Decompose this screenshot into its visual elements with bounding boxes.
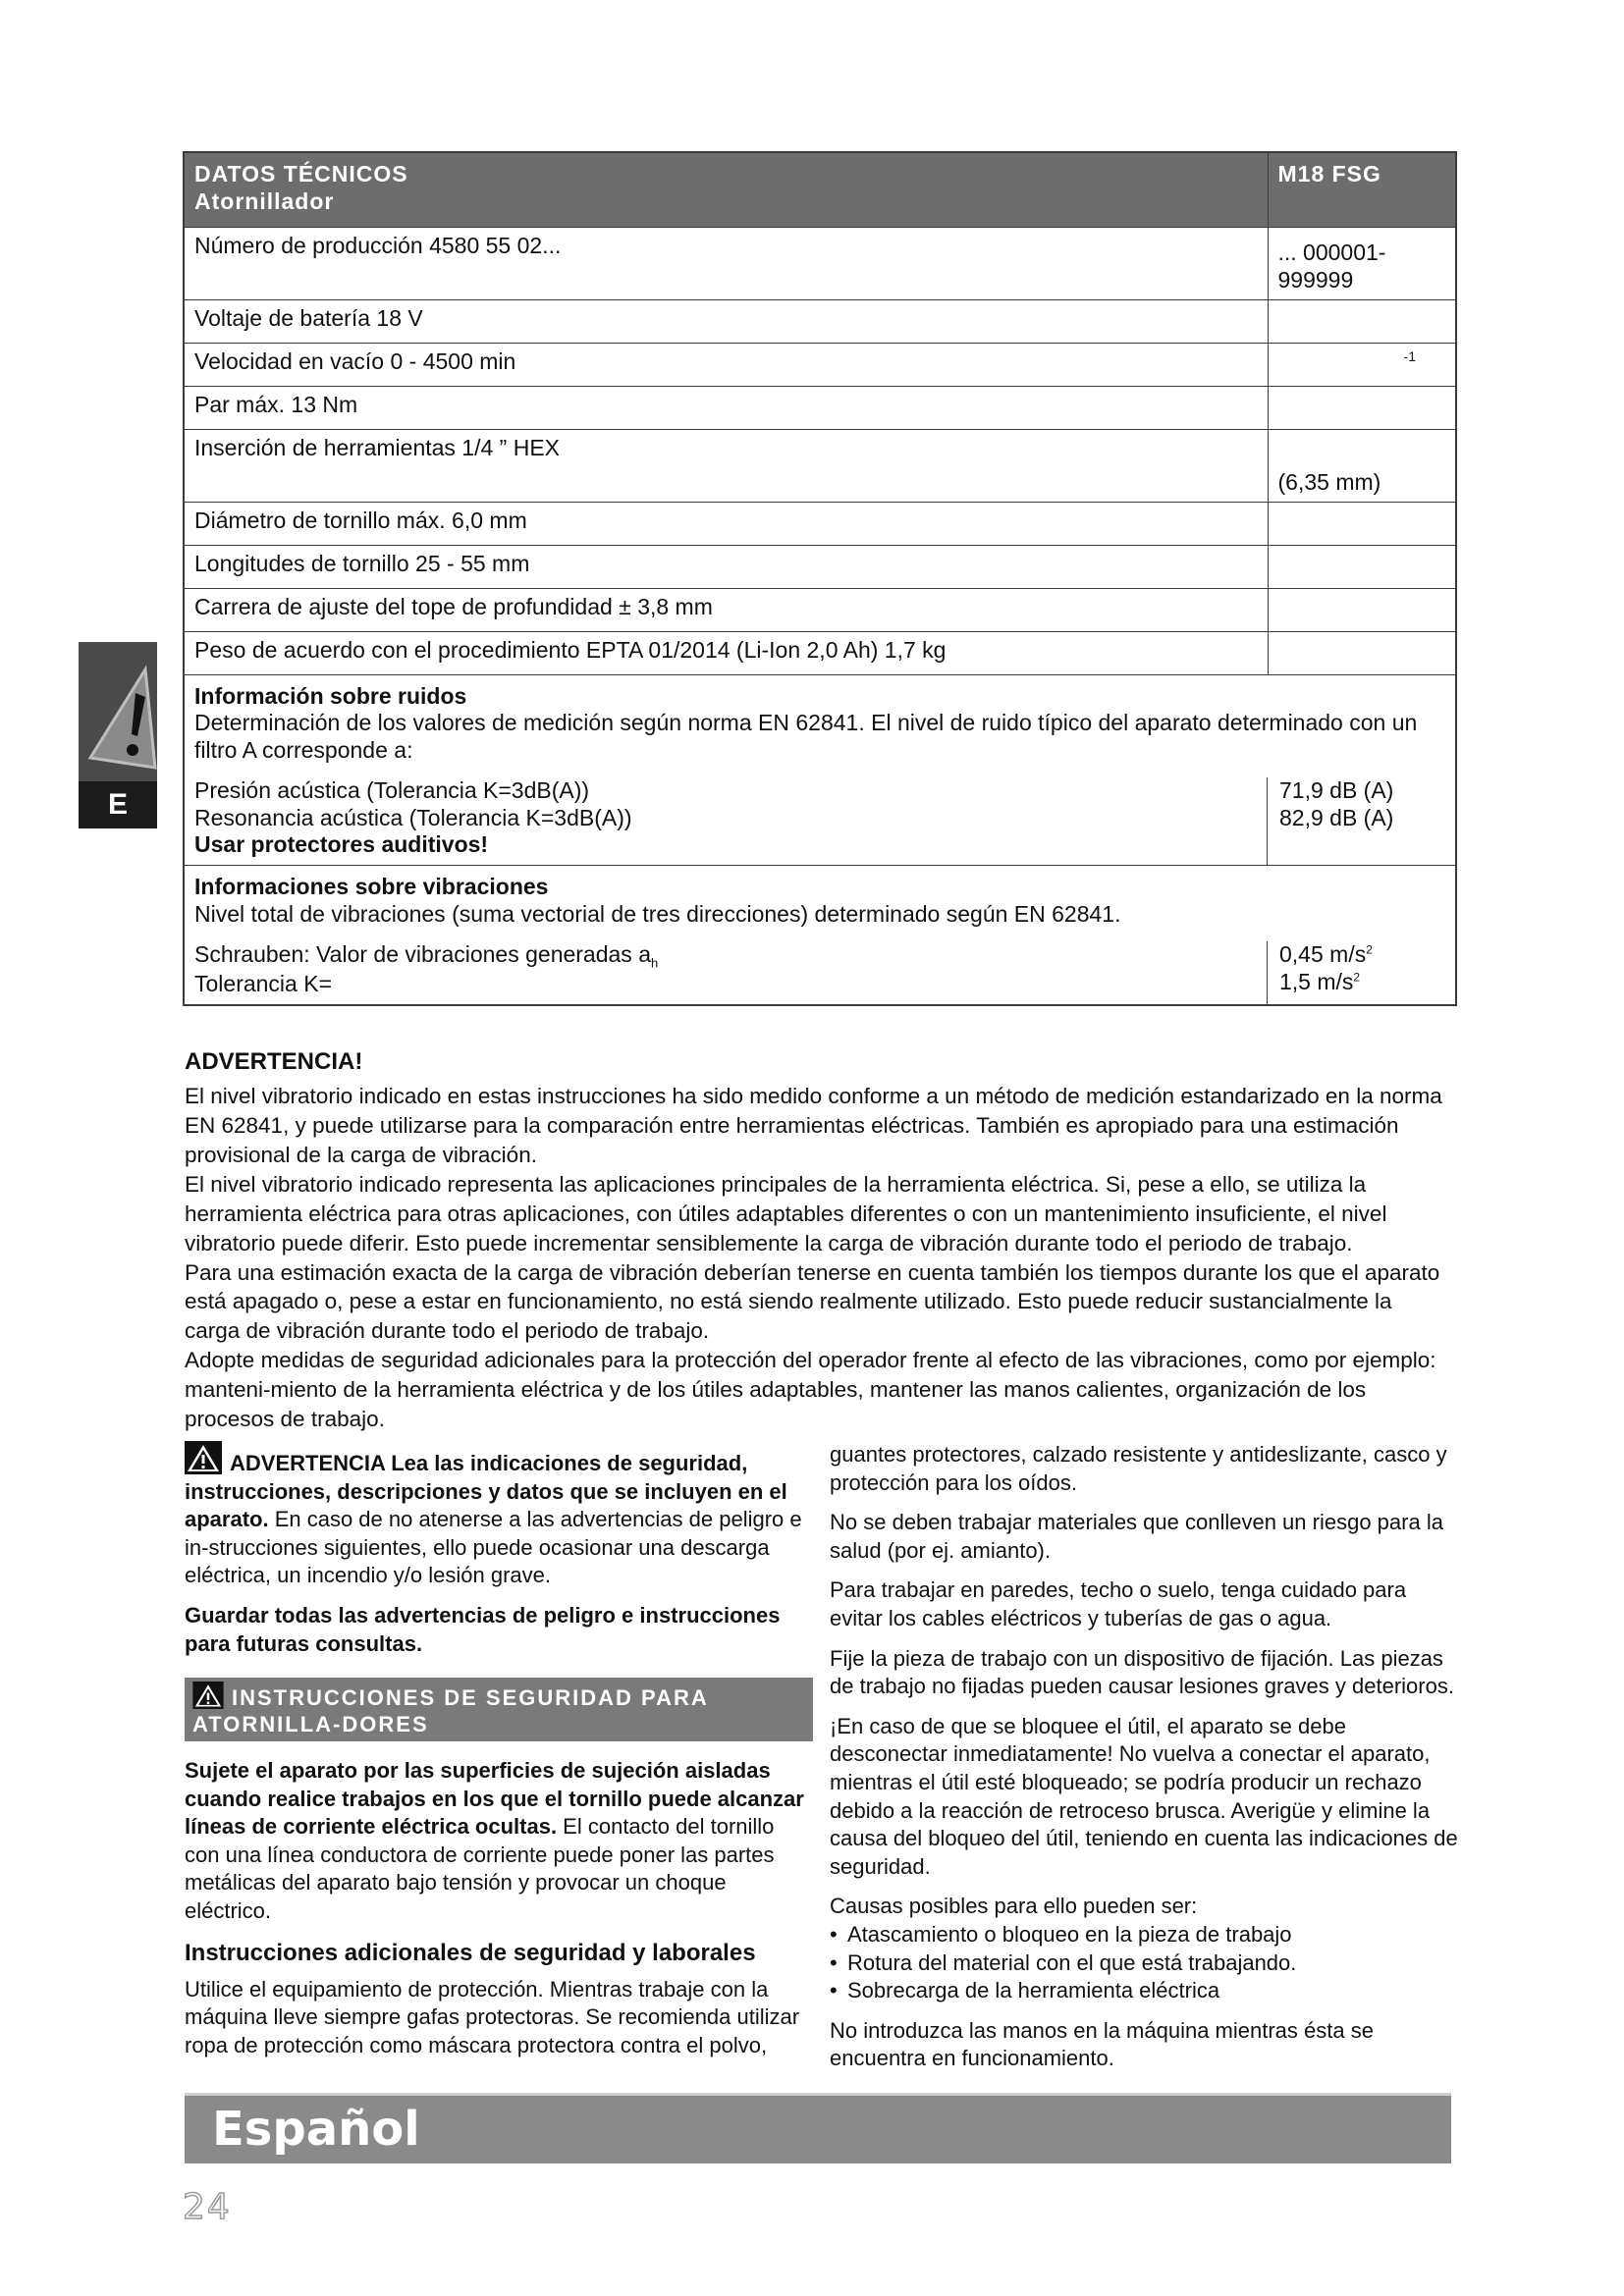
- table-row: [184, 502, 1456, 545]
- warning-icon: [185, 1441, 222, 1474]
- vibration-screw-label: Schrauben: Valor de vibraciones generadas $a_h$: [194, 941, 659, 971]
- row-label: Longitudes de tornillo 25 - 55 mm: [184, 545, 1268, 588]
- noise-title: Información sobre ruidos: [194, 682, 467, 709]
- row-label: Peso de acuerdo con el procedimiento EPTA 01/2014 (Li-Ion 2,0 Ah) 1,7 kg: [184, 631, 1268, 674]
- row-label: Diámetro de tornillo máx. 6,0 mm: [184, 502, 1268, 545]
- list-item: • Rotura del material con el que está trabajando.: [830, 1949, 1458, 1978]
- table-subtitle: Atornillador: [194, 187, 335, 214]
- row-label: Número de producción 4580 55 02...: [184, 227, 1268, 299]
- paragraph: guantes protectores, calzado resistente y antideslizante, casco y protección para los oídos.: [830, 1442, 1447, 1495]
- vibration-section-row: [184, 866, 1456, 1005]
- row-label: Par máx. 13 Nm: [184, 386, 1268, 429]
- paragraph: Para trabajar en paredes, techo o suelo, tenga cuidado para evitar los cables eléctricos y tuberías de gas o agua.: [830, 1577, 1407, 1630]
- language-letter: E: [79, 781, 157, 828]
- vibration-screw-value: 0,45 $m/s^2$: [1279, 941, 1373, 968]
- causes-list: [830, 1921, 1458, 2005]
- warning-paragraph: El nivel vibratorio indicado representa las aplicaciones principales de la herramienta eléctrica. Si, pese a ello, se utiliza la herramienta eléctrica para otras aplicaciones, con útiles adaptables diferentes o con un mantenimiento insuficiente, el nivel vibratorio puede diferir. Esto puede incrementar sensiblemente la carga de vibración durante todo el periodo de trabajo.: [185, 1171, 1387, 1255]
- list-item: • Sobrecarga de la herramienta eléctrica: [830, 1977, 1458, 2005]
- table-row: [184, 429, 1456, 502]
- vibration-section: [184, 866, 1456, 1005]
- row-value: [1268, 588, 1456, 631]
- row-label: Velocidad en vacío 0 - 4500 min: [184, 343, 1268, 386]
- warning-title: ADVERTENCIA!: [185, 1048, 363, 1075]
- safety-banner: INSTRUCCIONES DE SEGURIDAD PARA ATORNILLA-DORES: [185, 1678, 813, 1741]
- paragraph: No introduzca las manos en la máquina mientras ésta se encuentra en funcionamiento.: [830, 2017, 1374, 2071]
- table-row: [184, 343, 1456, 386]
- warning-paragraph: Adopte medidas de seguridad adicionales para la protección del operador frente al efecto de las vibraciones, como por ejemplo: manteni-miento de la herramienta eléctrica y de los útiles adaptables, mantener las manos calientes, organización de los procesos de trabajo.: [185, 1348, 1436, 1432]
- table-header-row: [184, 152, 1456, 227]
- row-value: (6,35 mm): [1268, 429, 1456, 502]
- tech-data-table: [183, 151, 1457, 1006]
- vibration-description: Nivel total de vibraciones (suma vectorial de tres direcciones) determinado según EN 62841.: [194, 900, 1121, 927]
- noise-values: [185, 777, 1455, 865]
- row-value: [1268, 299, 1456, 343]
- noise-pressure-label: Presión acústica (Tolerancia K=3dB(A)): [194, 777, 590, 804]
- vibration-title: Informaciones sobre vibraciones: [194, 874, 549, 900]
- row-value: [1268, 631, 1456, 674]
- noise-section: [184, 674, 1456, 866]
- causes-intro: Causas posibles para ello pueden ser:: [830, 1894, 1198, 1919]
- table-row: [184, 588, 1456, 631]
- noise-section-row: [184, 674, 1456, 866]
- row-value: [1268, 386, 1456, 429]
- row-value: [1268, 545, 1456, 588]
- paragraph: Fije la pieza de trabajo con un dispositivo de fijación. Las piezas de trabajo no fijadas pueden causar lesiones graves y deterioros.: [830, 1645, 1454, 1699]
- table-row: [184, 299, 1456, 343]
- table-row: [184, 386, 1456, 429]
- row-label: Voltaje de batería 18 V: [184, 299, 1268, 343]
- language-label: Español: [212, 2102, 420, 2157]
- equipment-text: Utilice el equipamiento de protección. Mientras trabaje con la máquina lleve siempre gafas protectoras. Se recomienda utilizar ropa de protección como máscara protectora contra el polvo,: [185, 1976, 800, 2057]
- table-row: [184, 227, 1456, 299]
- vibration-tolerance-value: 1,5 $m/s^2$: [1279, 968, 1361, 994]
- noise-description: Determinación de los valores de medición según norma EN 62841. El nivel de ruido típico del aparato determinado con un filtro A corresponde a:: [194, 710, 1418, 763]
- warning-paragraph: Para una estimación exacta de la carga de vibración deberían tenerse en cuenta también los tiempos durante los que el aparato está apagado o, pese a estar en funcionamiento, no está siendo realmente utilizado. Esto puede reducir sustancialmente la carga de vibración durante todo el periodo de trabajo.: [185, 1259, 1440, 1344]
- list-item: • Atascamiento o bloqueo en la pieza de trabajo: [830, 1921, 1458, 1949]
- page-number: 24: [183, 2187, 232, 2227]
- row-value: [1268, 502, 1456, 545]
- left-column: [185, 1441, 813, 2071]
- table-title: DATOS TÉCNICOS: [194, 161, 408, 187]
- vibration-values: [185, 941, 1455, 1004]
- table-header-title-cell: [184, 152, 1268, 227]
- warning-triangle-icon: [79, 642, 157, 781]
- paragraph: ¡En caso de que se bloquee el útil, el aparato se debe desconectar inmediatamente! No vuelva a conectar el aparato, mientras el útil esté bloqueado; se podría producir un rechazo debido a la reacción de retroceso brusca. Averigüe y elimine la causa del bloqueo del útil, teniendo en cuenta las indicaciones de seguridad.: [830, 1713, 1458, 1879]
- noise-pressure-value: 71,9 dB (A): [1279, 777, 1394, 804]
- warning-text: [185, 1082, 1451, 1434]
- table-row: [184, 631, 1456, 674]
- row-value: -1: [1268, 343, 1456, 386]
- language-side-tab: [79, 642, 157, 828]
- paragraph: No se deben trabajar materiales que conlleven un riesgo para la salud (por ej. amianto).: [830, 1510, 1443, 1563]
- row-label: Inserción de herramientas 1/4 ” HEX: [184, 429, 1268, 502]
- language-bar: [185, 2093, 1451, 2163]
- general-warning: ADVERTENCIA Lea las indicaciones de seguridad, instrucciones, descripciones y datos que se incluyen en el aparato. En caso de no atenerse a las advertencias de peligro e in-strucciones siguientes, ello puede ocasionar una descarga eléctrica, un incendio y/o lesión grave.: [185, 1441, 813, 1590]
- warning-icon: [192, 1682, 224, 1709]
- vibration-tolerance-label: Tolerancia K=: [194, 971, 332, 997]
- noise-protect-label: Usar protectores auditivos!: [194, 831, 489, 858]
- row-value: ... 000001-999999: [1268, 227, 1456, 299]
- hold-insulated: Sujete el aparato por las superficies de sujeción aisladas cuando realice trabajos en los que el tornillo puede alcanzar líneas de corriente eléctrica ocultas. El contacto del tornillo con una línea conductora de corriente puede poner las partes metálicas del aparato bajo tensión y provocar un choque eléctrico.: [185, 1757, 804, 1923]
- noise-resonance-label: Resonancia acústica (Tolerancia K=3dB(A)): [194, 804, 632, 830]
- keep-instructions: Guardar todas las advertencias de peligro e instrucciones para futuras consultas.: [185, 1602, 781, 1656]
- row-label: Carrera de ajuste del tope de profundidad ± 3,8 mm: [184, 588, 1268, 631]
- table-model: M18 FSG: [1268, 152, 1456, 227]
- noise-resonance-value: 82,9 dB (A): [1279, 804, 1394, 830]
- sub-heading: Instrucciones adicionales de seguridad y laborales: [185, 1939, 756, 1966]
- right-column: [830, 1441, 1458, 2085]
- table-row: [184, 545, 1456, 588]
- warning-paragraph: El nivel vibratorio indicado en estas instrucciones ha sido medido conforme a un método de medición estandarizado en la norma EN 62841, y puede utilizarse para la comparación entre herramientas eléctricas. También es apropiado para una estimación provisional de la carga de vibración.: [185, 1084, 1442, 1167]
